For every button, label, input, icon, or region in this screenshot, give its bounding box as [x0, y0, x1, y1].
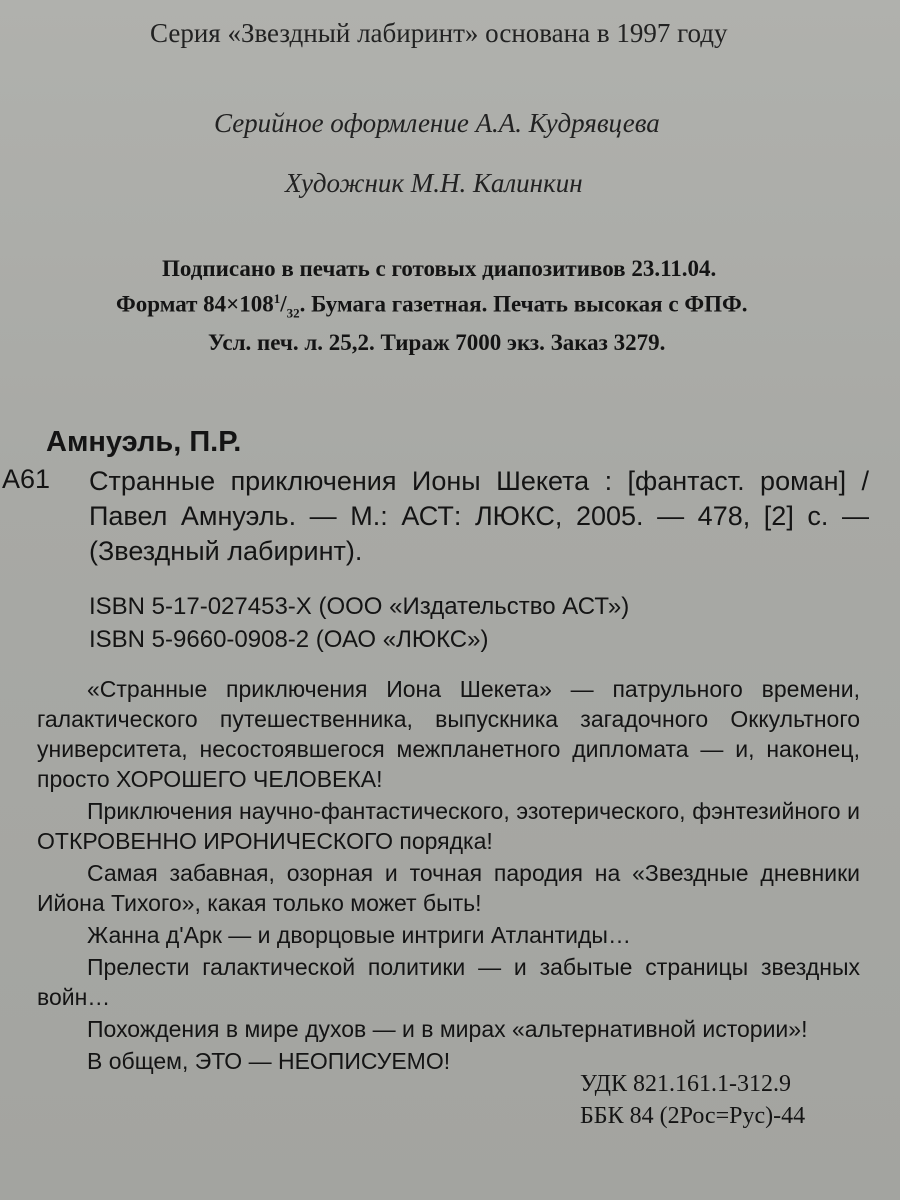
imprint-block — [110, 254, 747, 358]
imprint-print-run: Усл. печ. л. 25,2. Тираж 7000 экз. Заказ 3279. — [208, 330, 666, 356]
annotation-paragraph: Самая забавная, озорная и точная пародия на «Звездные дневники Ийона Тихого», какая только может быть! — [37, 860, 860, 916]
udc-code: УДК 821.161.1-312.9 — [580, 1071, 791, 1097]
annotation-paragraph: «Странные приключения Иона Шекета» — патрульного времени, галактического путешественника, выпускника загадочного Оккультного университета, несостоявшегося межпланетного дипломата — и, наконец, просто ХОРОШЕГО ЧЕЛОВЕКА! — [37, 676, 860, 792]
isbn-lux: ISBN 5-9660-0908-2 (ОАО «ЛЮКС») — [89, 626, 489, 653]
catalog-code: А61 — [2, 464, 51, 494]
bbk-code: ББК 84 (2Рос=Рус)-44 — [580, 1103, 806, 1129]
isbn-ast: ISBN 5-17-027453-X (ООО «Издательство АСТ») — [89, 593, 630, 620]
isbn-block — [89, 590, 629, 656]
annotation-paragraph: В общем, ЭТО — НЕОПИСУЕМО! — [87, 1048, 451, 1074]
design-credit: Серийное оформление А.А. Кудрявцева — [214, 108, 660, 138]
annotation-paragraph: Приключения научно-фантастического, эзотерического, фэнтезийного и ОТКРОВЕННО ИРОНИЧЕСКОГО порядка! — [37, 798, 860, 854]
format-numerator: 1 — [273, 291, 281, 306]
bibliographic-record: Странные приключения Ионы Шекета : [фантаст. роман] / Павел Амнуэль. — М.: АСТ: ЛЮКС, 2005. — 478, [2] с. — (Звездный лабиринт). — [89, 466, 869, 566]
annotation-paragraph: Похождения в мире духов — и в мирах «альтернативной истории»! — [87, 1016, 808, 1042]
format-prefix: Формат 84×108 — [116, 291, 274, 317]
format-denominator: 32 — [286, 305, 300, 321]
imprint-signed: Подписано в печать с готовых диапозитивов 23.11.04. — [162, 256, 717, 281]
artist-credit: Художник М.Н. Калинкин — [285, 168, 583, 198]
annotation-paragraph: Жанна д'Арк — и дворцовые интриги Атлантиды… — [87, 922, 631, 948]
classification-codes — [580, 1068, 805, 1132]
format-suffix: . Бумага газетная. Печать высокая с ФПФ. — [299, 291, 748, 317]
imprint-format: Формат $84\times 108^1/_{32}$. Бумага газетная. Печать высокая с ФПФ. — [116, 291, 748, 321]
series-line: Серия «Звездный лабиринт» основана в 1997 году — [150, 18, 728, 48]
annotation — [37, 674, 860, 1076]
author-heading: Амнуэль, П.Р. — [46, 426, 242, 458]
annotation-paragraph: Прелести галактической политики — и забытые страницы звездных войн… — [37, 954, 860, 1010]
